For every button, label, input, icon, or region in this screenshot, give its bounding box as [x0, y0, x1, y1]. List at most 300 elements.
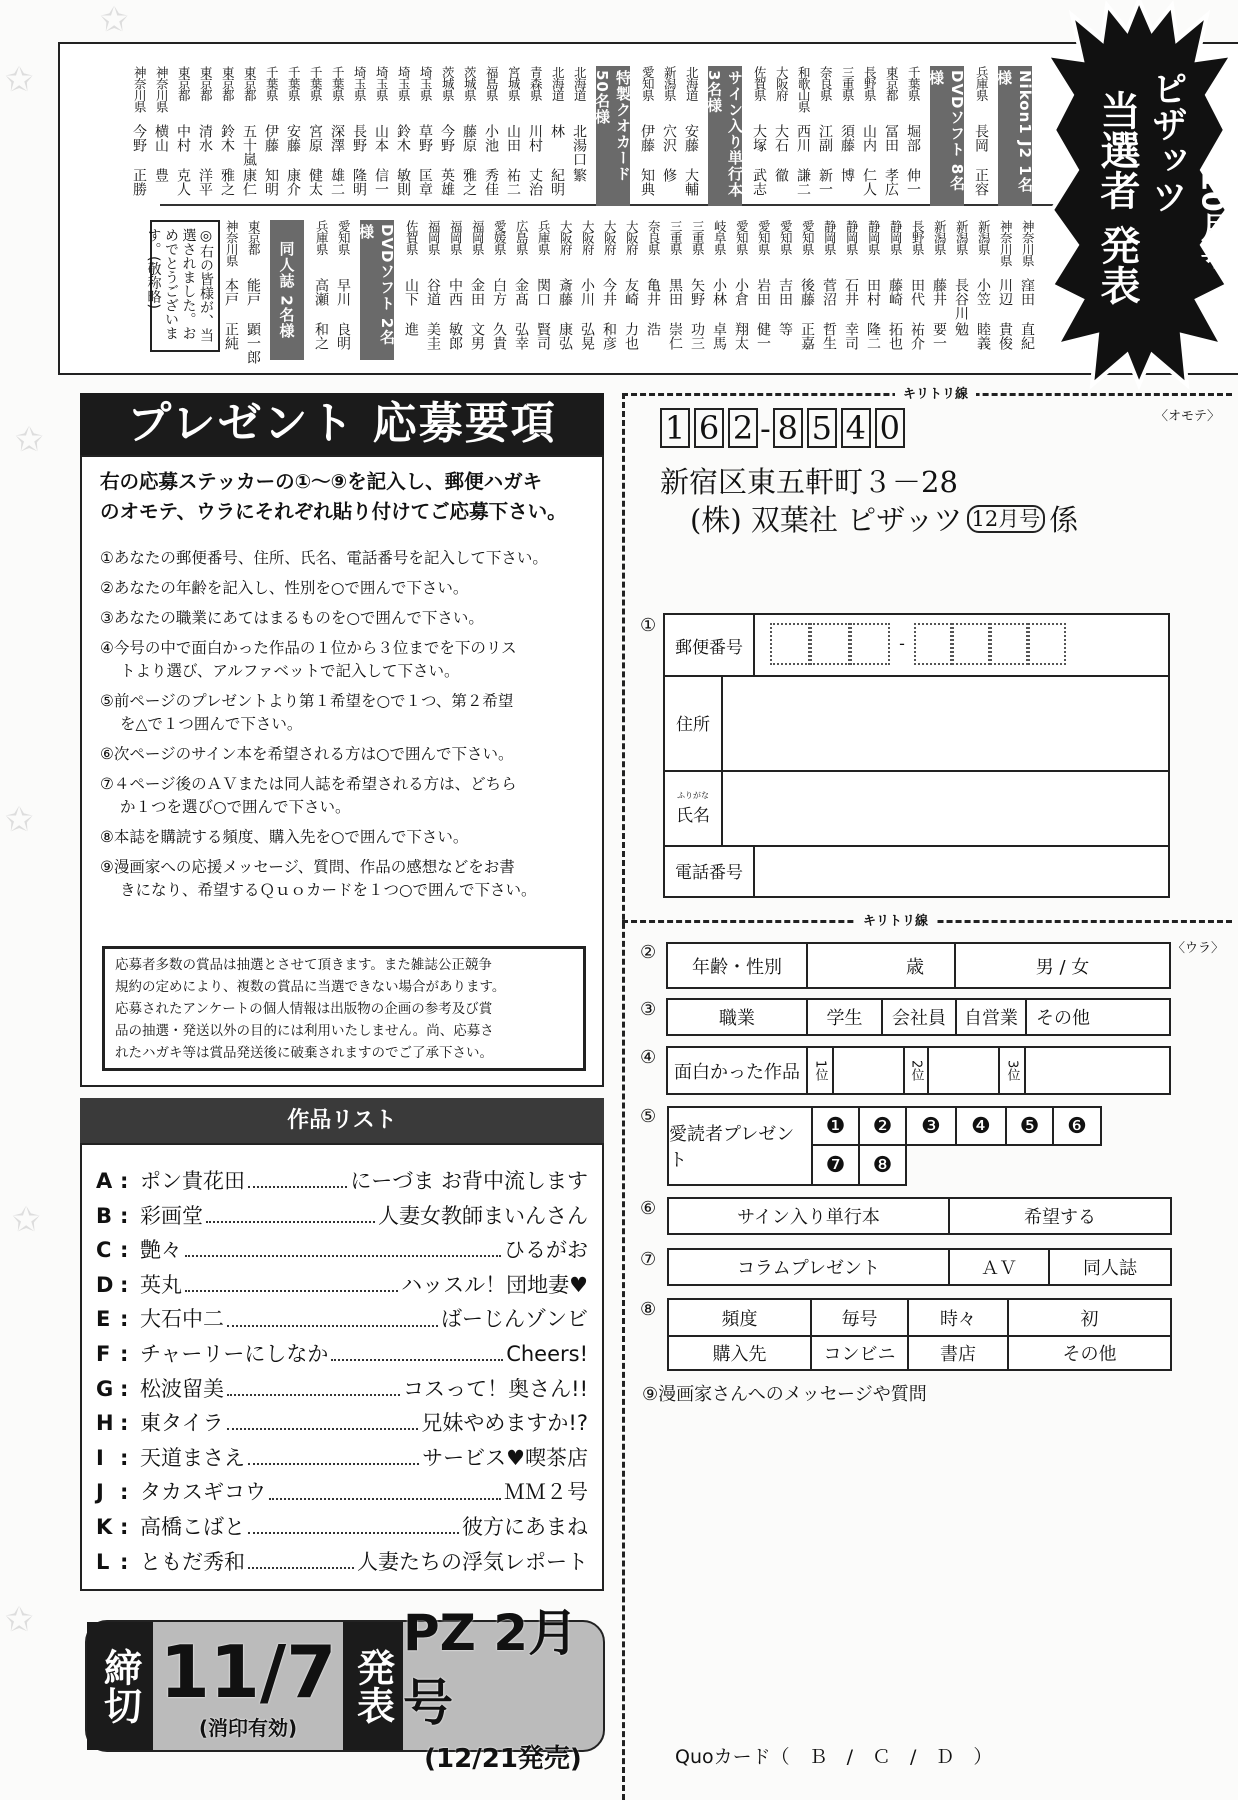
instruction-line: ②あなたの年齢を記入し、性別を○で囲んで下さい。	[100, 579, 469, 597]
winner-name: 浩	[645, 322, 661, 336]
winner-name: 本戸	[223, 278, 239, 306]
winner-name: 黒田	[667, 278, 683, 306]
address-label: 住所	[665, 675, 723, 770]
winner-name: 窪田	[1019, 278, 1035, 306]
instruction-item	[100, 547, 548, 570]
winner-entry	[814, 66, 836, 212]
name-input[interactable]	[725, 772, 1165, 844]
winner-name: 弘幸	[513, 322, 529, 350]
winner-name: 祐二	[505, 168, 521, 196]
purchase-place-option[interactable]: コンビニ	[812, 1336, 909, 1369]
winner-prefecture: 三重県	[668, 220, 684, 255]
work-letter: H	[96, 1411, 114, 1436]
name-label	[665, 770, 723, 845]
winner-prefecture: 東京都	[220, 66, 236, 101]
winner-entry	[436, 66, 458, 212]
star-decoration: ✩	[12, 1200, 41, 1240]
occupation-option[interactable]: 会社員	[883, 1000, 957, 1034]
present-option[interactable]: ❶	[811, 1106, 860, 1146]
cut-line-label: キリトリ線	[855, 910, 936, 929]
winner-entry	[568, 66, 590, 212]
postal-digit: 6	[694, 408, 724, 448]
winner-name: 武志	[751, 168, 767, 196]
present-option[interactable]: ❽	[858, 1144, 907, 1186]
instruction-line: ⑧本誌を購読する頻度、購入先を○で囲んで下さい。	[100, 828, 469, 846]
frequency-option[interactable]: 毎号	[812, 1300, 909, 1335]
winner-name: 正容	[973, 168, 989, 196]
winner-name: 康仁	[241, 168, 257, 196]
quo-card-options[interactable]: Quoカード（ Ｂ / Ｃ / Ｄ ）	[675, 1746, 993, 1768]
colon: :	[120, 1272, 129, 1297]
winner-name: 正純	[223, 322, 239, 350]
winner-name: 正嘉	[799, 322, 815, 350]
winner-prefecture: 神奈川県	[154, 66, 170, 112]
prize-header: 特製クオカード 50名様	[596, 66, 630, 206]
winner-name: 五十嵐	[241, 124, 257, 166]
work-letter: L	[96, 1549, 110, 1574]
intro-line: 右の応募ステッカーの①～⑨を記入し、郵便ハガキ	[100, 470, 543, 493]
winner-entry	[392, 66, 414, 212]
winner-prefecture: 愛知県	[756, 220, 772, 255]
winner-name: 川辺	[997, 278, 1013, 306]
winner-name: 大石	[773, 124, 789, 152]
winner-prefecture: 東京都	[198, 66, 214, 101]
winner-prefecture: 大阪府	[580, 220, 596, 255]
rank-label: 1位	[808, 1048, 834, 1093]
prize-header: DVDソフト 2名様	[360, 220, 394, 360]
winner-name: 功三	[689, 322, 705, 350]
winner-name: 拓也	[887, 322, 903, 350]
announce-label: 発表	[343, 1622, 403, 1750]
colon: :	[120, 1376, 129, 1401]
winner-name: 睦義	[975, 322, 991, 350]
work-list-item	[96, 1303, 588, 1338]
winner-prefecture: 千葉県	[308, 66, 324, 101]
winner-prefecture: 東京都	[246, 220, 262, 255]
work-title: 人妻たちの浮気レポート	[357, 1549, 588, 1574]
winner-entry	[686, 220, 708, 366]
colon: :	[120, 1238, 129, 1263]
winner-prefecture: 茨城県	[440, 66, 456, 101]
winner-name: 中村	[175, 124, 191, 152]
prize-header: 同人誌 2名様	[270, 220, 304, 360]
prize-header: サイン入り単行本 3名様	[708, 66, 742, 206]
winner-prefecture: 千葉県	[906, 66, 922, 101]
colon: :	[120, 1480, 129, 1505]
leader-dots	[185, 1245, 501, 1257]
winner-entry	[238, 66, 260, 212]
work-title: 人妻女教師まいんさん	[378, 1203, 588, 1228]
winner-name: 北湯口	[571, 124, 587, 166]
winner-name: 堀部	[905, 124, 921, 152]
announce-issue: PZ 2月号	[403, 1603, 579, 1732]
winner-name: 穴沢	[661, 124, 677, 152]
deadline-banner	[85, 1603, 605, 1774]
work-list-item	[96, 1476, 588, 1511]
winner-entry	[730, 220, 752, 366]
winner-entry	[326, 66, 348, 212]
winner-name: 山下	[403, 278, 419, 306]
column-present-option[interactable]: ＡＶ	[950, 1250, 1050, 1284]
winner-name: 吉田	[777, 278, 793, 306]
winner-prefecture: 福岡県	[448, 220, 464, 255]
winner-name: 秀佳	[483, 168, 499, 196]
winner-entry	[194, 66, 216, 212]
rank-1-input[interactable]	[834, 1048, 905, 1093]
winner-name: 中西	[447, 278, 463, 306]
prize-header: DVDソフト 8名様	[930, 66, 964, 206]
winner-prefecture: 愛媛県	[492, 220, 508, 255]
winner-name: 関口	[535, 278, 551, 306]
star-decoration: ✩	[100, 0, 129, 40]
winner-name: 横山	[153, 124, 169, 152]
leader-dots	[248, 1522, 459, 1534]
winner-name: 和彦	[601, 322, 617, 350]
instruction-line: ⑥次ページのサイン本を希望される方は○で囲んで下さい。	[100, 745, 514, 763]
column-present-row	[667, 1248, 1172, 1286]
work-title: コスって！奥さん!!	[402, 1376, 588, 1401]
instruction-item	[100, 743, 514, 766]
winner-name: 孝広	[883, 168, 899, 196]
winner-name: 藤崎	[887, 278, 903, 306]
notice-line: 応募者多数の賞品は抽選とさせて頂きます。また雑誌公正競争	[115, 957, 492, 973]
winner-prefecture: 神奈川県	[1020, 220, 1036, 266]
star-decoration: ✩	[5, 800, 34, 840]
winner-name: 翔太	[733, 322, 749, 350]
present-option[interactable]: ❷	[858, 1106, 907, 1146]
present-option[interactable]: ❼	[811, 1144, 860, 1186]
winner-entry	[620, 220, 642, 366]
winner-name: 大塚	[751, 124, 767, 152]
intro-text	[100, 467, 567, 527]
winner-name: 英雄	[439, 168, 455, 196]
leader-dots	[206, 1211, 375, 1223]
winners-row	[138, 220, 1038, 366]
postal-code-boxes: 1 6 2 - 8 5 4 0	[660, 408, 909, 448]
favorite-works-row	[666, 1046, 1171, 1095]
column-present-option[interactable]: 同人誌	[1083, 1258, 1137, 1279]
phone-input[interactable]	[757, 847, 1165, 895]
winner-name: 修	[661, 168, 677, 182]
winner-name: 江副	[817, 124, 833, 152]
instruction-line: を△で１つ囲んで下さい。	[120, 715, 303, 733]
message-label: ⑨漫画家さんへのメッセージや質問	[642, 1384, 927, 1405]
colon: :	[120, 1341, 129, 1366]
work-list-item	[96, 1442, 588, 1477]
winner-entry	[708, 220, 730, 366]
winner-name: 良明	[335, 322, 351, 350]
winner-entry	[664, 220, 686, 366]
winner-name: 伊藤	[263, 124, 279, 152]
winner-prefecture: 愛知県	[778, 220, 794, 255]
winner-name: 徹	[773, 168, 789, 182]
winner-entry	[532, 220, 554, 366]
work-author: タカスギコウ	[140, 1480, 266, 1505]
winner-prefecture: 新潟県	[932, 220, 948, 255]
winner-name: 友崎	[623, 278, 639, 306]
postal-digit: 8	[773, 408, 803, 448]
winner-entry	[332, 220, 354, 366]
winner-prefecture: 兵庫県	[314, 220, 330, 255]
announcement-starburst	[1047, 0, 1232, 385]
winner-prefecture: 広島県	[514, 220, 530, 255]
winners-note: ◎右の皆様が、当選されました。おめでとうございます。(敬称略)	[150, 220, 220, 352]
winner-name: 後藤	[799, 278, 815, 306]
work-list-item	[96, 1407, 588, 1442]
winner-prefecture: 岐阜県	[712, 220, 728, 255]
name-text: 氏名	[676, 805, 710, 826]
work-letter: I	[96, 1445, 104, 1470]
winner-name: 洋平	[197, 168, 213, 196]
winner-entry	[466, 220, 488, 366]
winner-entry	[636, 66, 658, 212]
burst-title: ピザッツ	[1146, 70, 1188, 214]
winner-name: 田代	[909, 278, 925, 306]
winner-prefecture: 神奈川県	[998, 220, 1014, 266]
rank-2-input[interactable]	[929, 1048, 1000, 1093]
winner-entry	[792, 66, 814, 212]
signed-book-label: サイン入り単行本	[669, 1199, 950, 1233]
winner-prefecture: 愛知県	[640, 66, 656, 101]
winner-name: 岩田	[755, 278, 771, 306]
work-list-item	[96, 1200, 588, 1235]
winner-name: 小笠	[975, 278, 991, 306]
winner-prefecture: 和歌山県	[796, 66, 812, 112]
winner-entry	[488, 220, 510, 366]
winner-name: 新一	[817, 168, 833, 196]
purchase-place-option[interactable]: その他	[1062, 1343, 1117, 1365]
winner-entry	[858, 66, 880, 212]
winner-entry	[576, 220, 598, 366]
work-letter: E	[96, 1307, 111, 1332]
work-list-item	[96, 1165, 588, 1200]
winner-name: 顕一郎	[245, 322, 261, 364]
notice-box	[102, 946, 586, 1071]
winner-prefecture: 福島県	[484, 66, 500, 101]
furigana-label: ふりがな	[677, 790, 709, 800]
frequency-option[interactable]: 初	[1080, 1308, 1099, 1330]
winner-prefecture: 神奈川県	[132, 66, 148, 112]
winner-entry	[818, 220, 840, 366]
winner-prefecture: 奈良県	[818, 66, 834, 101]
winner-prefecture: 千葉県	[286, 66, 302, 101]
winner-prefecture: 北海道	[550, 66, 566, 101]
section-number: ②	[640, 942, 657, 963]
winner-prefecture: 北海道	[572, 66, 588, 101]
section-number: ③	[640, 999, 657, 1020]
winner-name: 丈治	[527, 168, 543, 196]
section-number: ⑦	[640, 1249, 657, 1270]
instruction-line: ④今号の中で面白かった作品の１位から３位までを下のリス	[100, 639, 517, 657]
winner-name: 川村	[527, 124, 543, 152]
winner-prefecture: 静岡県	[822, 220, 838, 255]
work-list-item	[96, 1338, 588, 1373]
winner-entry	[906, 220, 928, 366]
winner-prefecture: 三重県	[690, 220, 706, 255]
winner-name: 信一	[373, 168, 389, 196]
winner-name: 菅沼	[821, 278, 837, 306]
present-option[interactable]: ❺	[1005, 1106, 1054, 1146]
winner-name: 長谷川	[953, 278, 969, 320]
winner-prefecture: 東京都	[176, 66, 192, 101]
winner-name: 謙二	[795, 168, 811, 196]
section-number: ⑤	[640, 1106, 657, 1127]
gender-options[interactable]: 男 / 女	[1035, 956, 1090, 978]
colon: :	[120, 1307, 129, 1332]
star-decoration: ✩	[15, 420, 44, 460]
winner-prefecture: 埼玉県	[418, 66, 434, 101]
winner-name: 幸司	[843, 322, 859, 350]
winner-name: 力也	[623, 322, 639, 350]
winner-entry	[972, 220, 994, 366]
winner-entry	[862, 220, 884, 366]
postal-input[interactable]: -	[770, 623, 1066, 665]
section-number: ⑥	[640, 1198, 657, 1219]
winner-name: 山田	[505, 124, 521, 152]
winner-name: 卓馬	[711, 322, 727, 350]
winner-name: 隆二	[865, 322, 881, 350]
work-author: 英丸	[140, 1272, 182, 1297]
leader-dots	[248, 1176, 347, 1188]
cut-line-label: キリトリ線	[895, 383, 976, 402]
rank-label: 3位	[1000, 1048, 1026, 1093]
application-title: プレゼント 応募要項	[80, 393, 604, 455]
message-area[interactable]	[650, 1410, 1170, 1730]
winner-name: 金髙	[513, 278, 529, 306]
winner-entry	[902, 66, 924, 212]
present-option[interactable]: ❻	[1052, 1106, 1102, 1146]
winner-entry	[510, 220, 532, 366]
winner-name: 賢司	[535, 322, 551, 350]
prize-header: Nikon1 J2 1名様	[998, 66, 1032, 206]
winner-entry	[658, 66, 680, 212]
instruction-line: か１つを選び○で囲んで下さい。	[120, 798, 351, 816]
work-list-item	[96, 1234, 588, 1269]
work-list-item	[96, 1511, 588, 1546]
winner-name: 雄二	[329, 168, 345, 196]
work-title: ひるがお	[504, 1238, 588, 1263]
address-line-1: 新宿区東五軒町３－28	[660, 465, 958, 499]
instruction-item	[100, 607, 484, 630]
winner-name: 冨田	[883, 124, 899, 152]
work-list-item	[96, 1546, 588, 1581]
winner-name: 匡章	[417, 168, 433, 196]
notice-line: 規約の定めにより、複数の賞品に当選できない場合があります。	[115, 979, 506, 995]
frequency-label: 頻度	[669, 1300, 812, 1335]
winner-prefecture: 茨城県	[462, 66, 478, 101]
winner-name: 斎藤	[557, 278, 573, 306]
winner-name: 直紀	[1019, 322, 1035, 350]
instruction-line: ⑨漫画家への応援メッセージ、質問、作品の感想などをお書	[100, 858, 515, 876]
work-author: 艶々	[140, 1238, 182, 1263]
instructions-box	[80, 455, 604, 1087]
purchase-place-option[interactable]: 書店	[909, 1336, 1009, 1369]
winner-prefecture: 東京都	[884, 66, 900, 101]
frequency-option[interactable]: 時々	[909, 1300, 1009, 1335]
winner-name: 須藤	[839, 124, 855, 152]
front-label: 〈オモテ〉	[1155, 409, 1221, 424]
winner-name: 敏郎	[447, 322, 463, 350]
winner-prefecture: 宮城県	[506, 66, 522, 101]
work-list-item	[96, 1373, 588, 1408]
winner-name: 小川	[579, 278, 595, 306]
postal-label: 郵便番号	[665, 615, 755, 675]
rank-3-input[interactable]	[1028, 1048, 1168, 1093]
winner-entry	[748, 66, 770, 212]
winner-prefecture: 佐賀県	[752, 66, 768, 101]
contact-form	[663, 613, 1170, 898]
winner-entry	[994, 220, 1016, 366]
instruction-item	[100, 577, 468, 600]
present-option[interactable]: ❸	[905, 1106, 957, 1146]
winner-name: 石井	[843, 278, 859, 306]
winner-prefecture: 千葉県	[264, 66, 280, 101]
work-letter: J	[96, 1480, 104, 1505]
winner-prefecture: 新潟県	[976, 220, 992, 255]
winner-name: 藤原	[461, 124, 477, 152]
winner-name: 伸一	[905, 168, 921, 196]
occupation-option[interactable]: 学生	[808, 1000, 883, 1034]
winner-name: 隆明	[351, 168, 367, 196]
leader-dots	[227, 1315, 438, 1327]
winner-entry	[642, 220, 664, 366]
burst-winners: 当選者	[1094, 90, 1140, 210]
occupation-option[interactable]: その他	[1036, 1008, 1090, 1029]
winner-name: 博	[839, 168, 855, 182]
winner-name: 草野	[417, 124, 433, 152]
work-title: ハッスル！団地妻♥	[401, 1272, 588, 1297]
postal-digit: 0	[875, 408, 905, 448]
work-letter: C	[96, 1238, 112, 1263]
burst-issue: 10月号	[1194, 170, 1230, 272]
present-option[interactable]: ❹	[955, 1106, 1007, 1146]
signed-book-option[interactable]: 希望する	[1024, 1207, 1096, 1228]
winner-entry	[348, 66, 370, 212]
winner-prefecture: 北海道	[684, 66, 700, 101]
instruction-line: ⑤前ページのプレゼントより第１希望を○で１つ、第２希望	[100, 692, 514, 710]
section-number: ⑧	[640, 1299, 657, 1320]
colon: :	[120, 1514, 129, 1539]
winner-name: 谷道	[425, 278, 441, 306]
colon: :	[120, 1203, 129, 1228]
cut-line-vertical	[622, 393, 625, 1800]
winner-name: 健太	[307, 168, 323, 196]
deadline-label: 締切	[87, 1622, 153, 1750]
winner-prefecture: 新潟県	[954, 220, 970, 255]
winner-entry	[950, 220, 972, 366]
winner-entry	[774, 220, 796, 366]
winner-prefecture: 埼玉県	[374, 66, 390, 101]
winner-prefecture: 東京都	[242, 66, 258, 101]
deadline-note: (消印有効)	[198, 1715, 298, 1740]
winner-name: 正勝	[131, 168, 147, 196]
winner-name: 清水	[197, 124, 213, 152]
age-input[interactable]: 歳	[808, 944, 956, 987]
winner-name: 哲生	[821, 322, 837, 350]
winner-name: 等	[777, 322, 793, 336]
address-recipient: (株) 双葉社 ピザッツ	[690, 503, 963, 537]
leader-dots	[331, 1349, 503, 1361]
winner-name: 能戸	[245, 278, 261, 306]
winner-name: 要一	[931, 322, 947, 350]
winner-name: 安藤	[285, 124, 301, 152]
instruction-line: ①あなたの郵便番号、住所、氏名、電話番号を記入して下さい。	[100, 549, 548, 567]
postal-digit: 4	[841, 408, 871, 448]
occupation-option[interactable]: 自営業	[957, 1000, 1027, 1034]
address-input[interactable]	[725, 677, 1165, 769]
work-author: チャーリーにしなか	[140, 1341, 329, 1366]
leader-dots	[248, 1453, 419, 1465]
